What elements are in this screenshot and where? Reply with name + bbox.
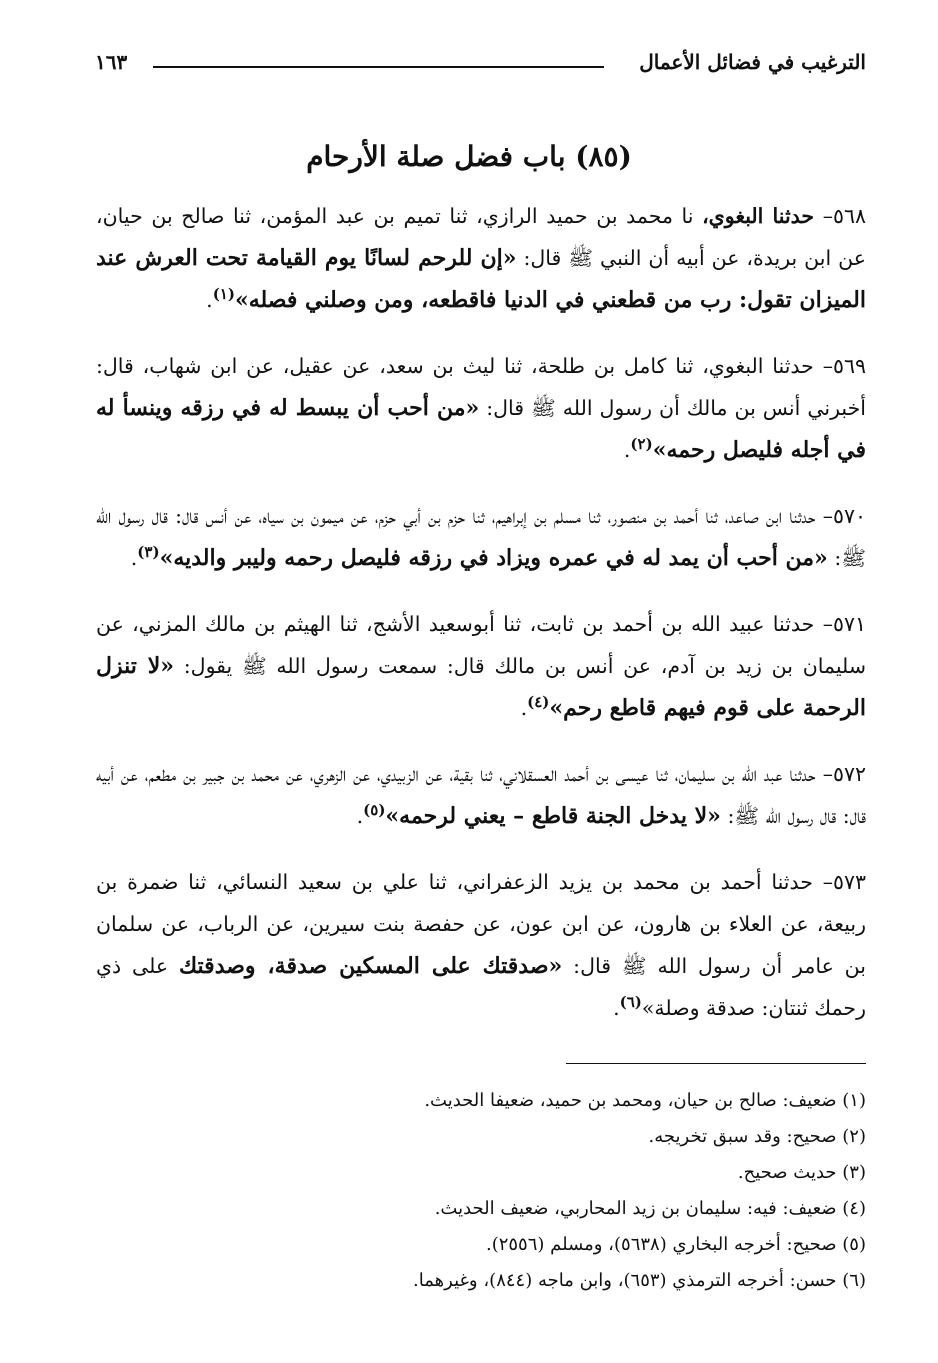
hadith-number: ٥٦٨– [822, 204, 866, 228]
footnote-1: (١) ضعيف: صالح بن حيان، ومحمد بن حميد، ضعيفا الحديث. [424, 1090, 866, 1111]
hadith-number: ٥٧٢– [822, 762, 866, 786]
hadith-572 [96, 753, 866, 837]
hadith-isnad: نا محمد بن حميد الرازي، ثنا تميم بن عبد المؤمن، ثنا صالح بن حيان، عن ابن بريدة، عن أبيه أن النبي ﷺ قال: [96, 204, 866, 270]
hadith-isnad: حدثنا ابن صاعد، ثنا أحمد بن منصور، ثنا مسلم بن إبراهيم، ثنا حزم بن أبي حزم، عن ميمون بن سياه، عن أنس قال: قال رسول الله ﷺ: [96, 504, 866, 570]
footnote-ref: (٦) [619, 993, 642, 1011]
hadith-matn: «من أحب أن يمد له في عمره ويزاد في رزقه فليصل رحمه وليبر والديه» [159, 545, 828, 571]
hadith-isnad: حدثنا عبد الله بن سليمان، ثنا عيسى بن أحمد العسقلاني، ثنا بقية، عن الزبيدي، عن الزهري، عن محمد بن جبير بن مطعم، عن أبيه قال: قال رسول الله ﷺ: [96, 762, 866, 828]
footnote-2: (٢) صحيح: وقد سبق تخريجه. [648, 1126, 866, 1147]
hadith-isnad: حدثنا عبيد الله بن أحمد بن ثابت، ثنا أبوسعيد الأشج، ثنا الهيثم بن مالك المزني، عن سليمان بن زيد بن آدم، عن أنس بن مالك قال: سمعت رسول الله ﷺ يقول: [96, 612, 866, 678]
running-title: الترغيب في فضائل الأعمال [639, 50, 866, 74]
hadith-end: . [206, 288, 213, 312]
footnote-ref: (٤) [527, 693, 550, 711]
footnote-3: (٣) حديث صحيح. [737, 1162, 866, 1183]
hadith-lead: حدثنا البغوي، [702, 204, 815, 228]
hadith-matn: «من أحب أن يبسط له في رزقه وينسأ له في أجله فليصل رحمه» [96, 395, 866, 463]
page-number: ١٦٣ [95, 50, 128, 74]
hadith-end: . [613, 996, 620, 1020]
footnotes [96, 1083, 866, 1299]
chapter-title: (٨٥) باب فضل صلة الأرحام [306, 140, 632, 173]
footnote-ref: (١) [212, 285, 235, 303]
hadith-matn: «صدقتك على المسكين صدقة، وصدقتك [179, 953, 563, 979]
hadith-isnad: حدثنا أحمد بن محمد بن يزيد الزعفراني، ثنا علي بن سعيد النسائي، ثنا ضمرة بن ربيعة، عن العلاء بن هارون، عن ابن عون، عن حفصة بنت سيرين، عن الرباب، عن سلمان بن عامر أن رسول الله ﷺ قال: [96, 870, 866, 978]
hadith-number: ٥٧١– [822, 612, 866, 636]
hadith-571 [96, 603, 866, 729]
hadith-573 [96, 861, 866, 1029]
footnote-ref: (٥) [363, 801, 386, 819]
hadith-end: . [130, 546, 138, 570]
header-rule [153, 66, 604, 68]
hadith-end: . [520, 696, 528, 720]
hadith-number: ٥٧٠– [822, 504, 866, 528]
footnote-ref: (٢) [630, 435, 653, 453]
hadith-number: ٥٦٩– [822, 354, 866, 378]
hadith-570 [96, 495, 866, 579]
footnote-6: (٦) حسن: أخرجه الترمذي (٦٥٣)، وابن ماجه (٨٤٤)، وغيرهما. [413, 1270, 866, 1291]
hadith-matn: «لا تنزل الرحمة على قوم فيهم قاطع رحم» [96, 653, 866, 721]
hadith-matn: «لا يدخل الجنة قاطع – يعني لرحمه» [385, 803, 721, 829]
page-header [95, 50, 866, 80]
footnote-divider [566, 1063, 866, 1064]
hadith-list [96, 195, 866, 1053]
hadith-568 [96, 195, 866, 321]
footnote-5: (٥) صحيح: أخرجه البخاري (٥٦٣٨)، ومسلم (٢٥٥٦). [485, 1234, 866, 1255]
hadith-isnad: حدثنا البغوي، ثنا كامل بن طلحة، ثنا ليث بن سعد، عن عقيل، عن ابن شهاب، قال: أخبرني أنس بن مالك أن رسول الله ﷺ قال: [96, 354, 866, 420]
hadith-number: ٥٧٣– [822, 870, 866, 894]
footnote-4: (٤) ضعيف: فيه: سليمان بن زيد المحاربي، ضعيف الحديث. [434, 1198, 866, 1219]
hadith-matn: «إن للرحم لسانًا يوم القيامة تحت العرش عند الميزان تقول: رب من قطعني في الدنيا فاقطعه، ومن وصلني فصله» [96, 245, 866, 313]
hadith-569 [96, 345, 866, 471]
hadith-end: . [623, 438, 631, 462]
hadith-matn-tail: على ذي رحمك ثنتان: صدقة وصلة» [96, 954, 866, 1020]
hadith-end: . [356, 804, 364, 828]
footnote-ref: (٣) [137, 543, 160, 561]
